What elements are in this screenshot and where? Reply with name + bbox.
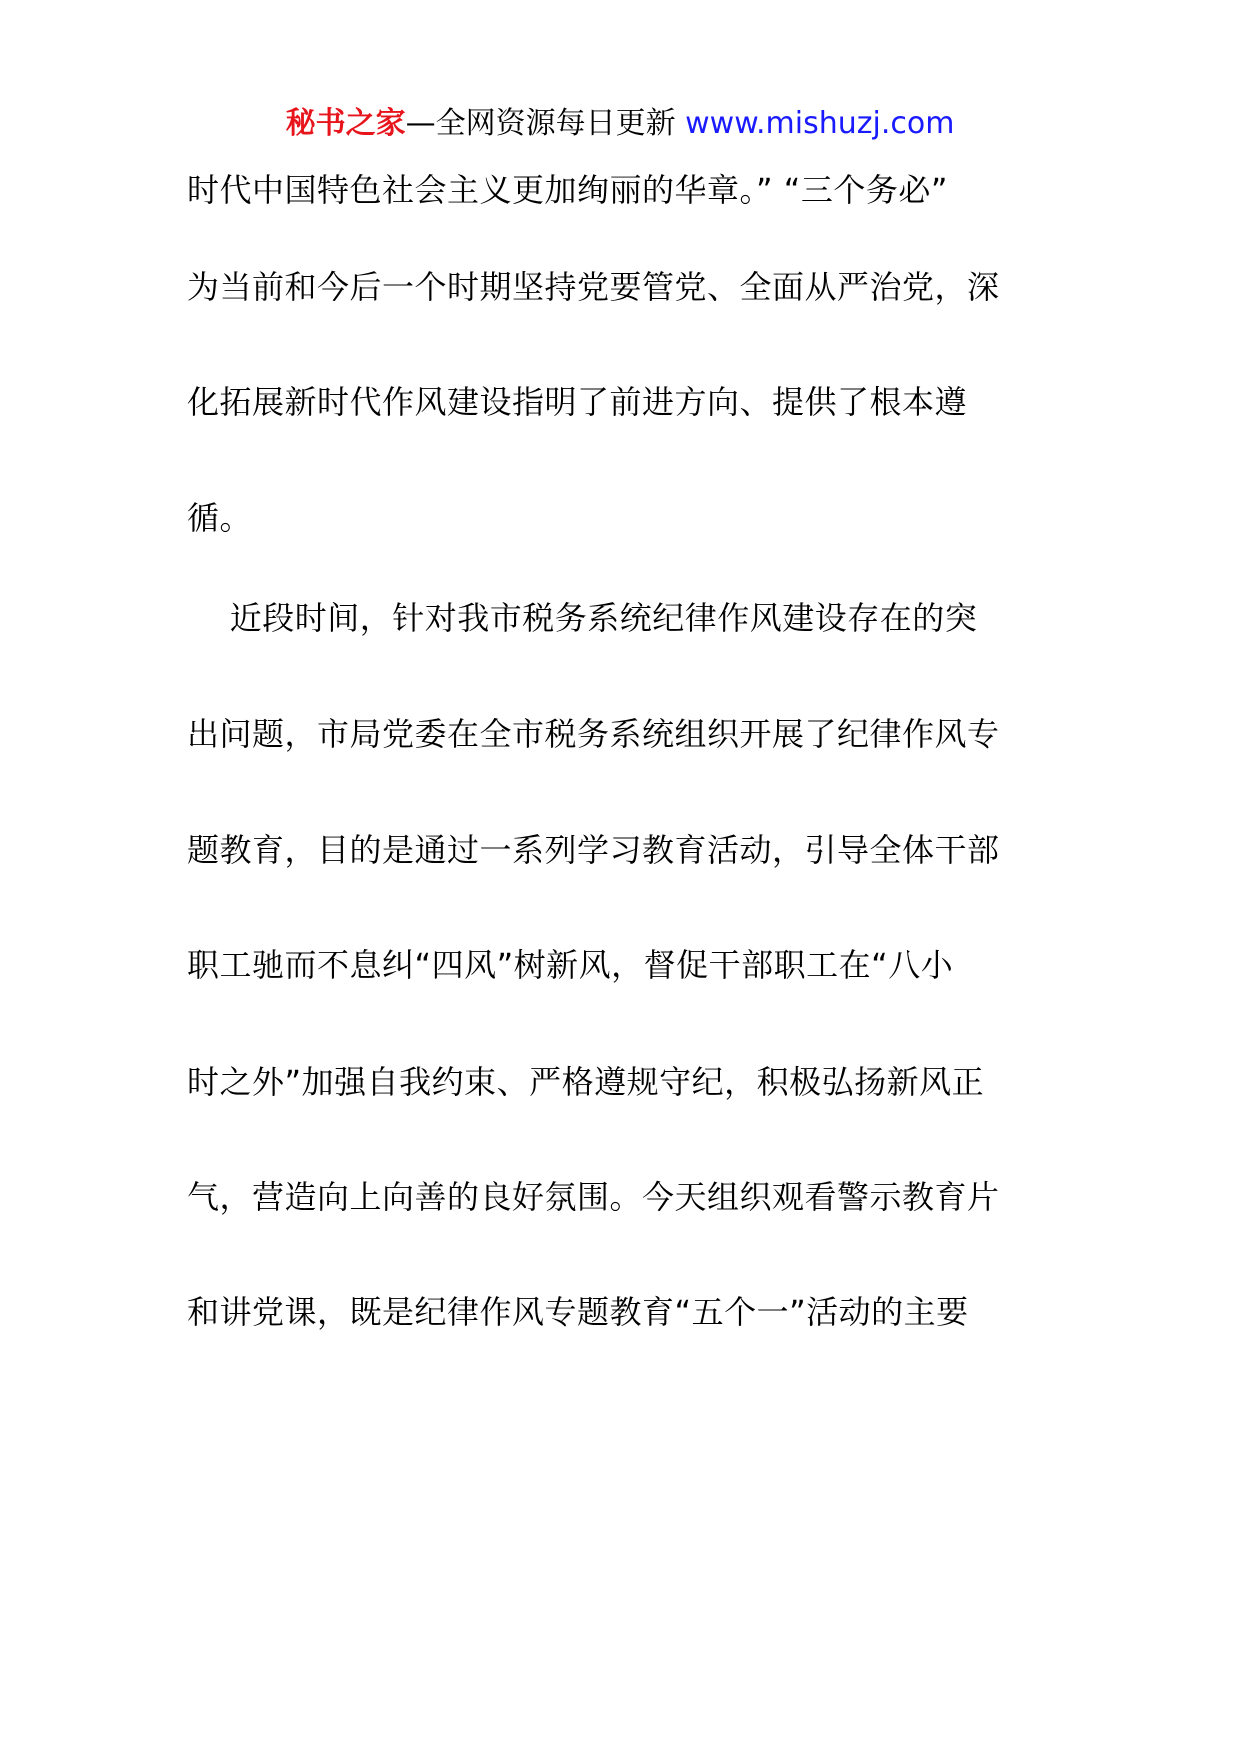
paragraph-line: 出问题，市局党委在全市税务系统组织开展了纪律作风专 xyxy=(187,715,1000,753)
paragraph-line: 为当前和今后一个时期坚持党要管党、全面从严治党，深 xyxy=(187,268,1000,306)
site-brand: 秘书之家 xyxy=(285,106,406,141)
paragraph-line: 化拓展新时代作风建设指明了前进方向、提供了根本遵 xyxy=(187,383,968,421)
paragraph-line: 职工驰而不息纠“四风”树新风，督促干部职工在“八小 xyxy=(187,946,954,984)
page-header xyxy=(0,104,1240,144)
paragraph-line: 题教育，目的是通过一系列学习教育活动，引导全体干部 xyxy=(187,831,1000,869)
paragraph-line: 和讲党课，既是纪律作风专题教育“五个一”活动的主要 xyxy=(187,1293,969,1331)
paragraph-line: 循。 xyxy=(187,499,253,537)
paragraph-line: 时之外”加强自我约束、严格遵规守纪，积极弘扬新风正 xyxy=(187,1063,985,1101)
paragraph-line: 时代中国特色社会主义更加绚丽的华章。” “三个务必” xyxy=(187,171,948,209)
site-url-link[interactable]: www.mishuzj.com xyxy=(685,106,955,141)
paragraph-line: 气，营造向上向善的良好氛围。今天组织观看警示教育片 xyxy=(187,1178,1000,1216)
site-slogan: —全网资源每日更新 xyxy=(405,106,676,141)
paragraph-line: 近段时间，针对我市税务系统纪律作风建设存在的突 xyxy=(187,599,978,637)
